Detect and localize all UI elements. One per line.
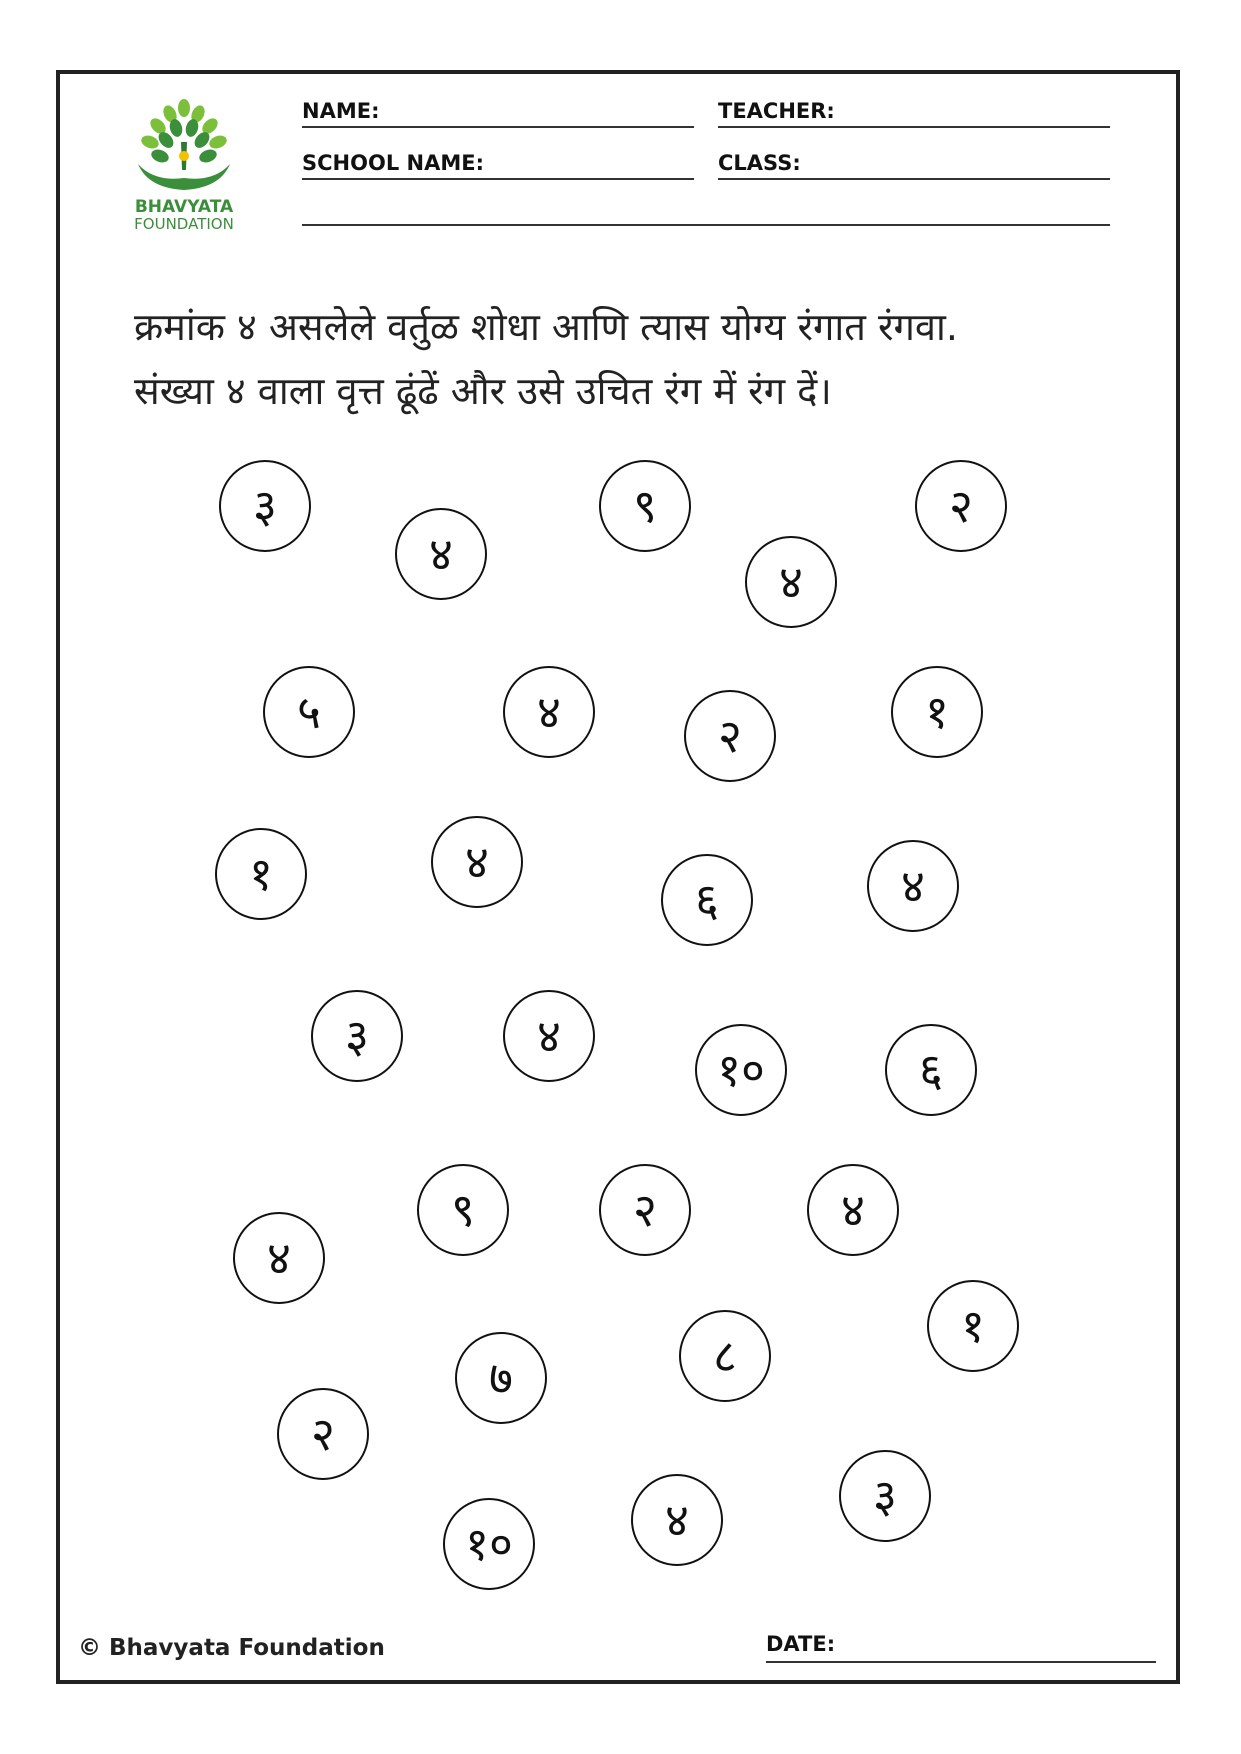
class-field[interactable] xyxy=(718,150,1110,180)
logo-text-line2: FOUNDATION xyxy=(134,215,234,233)
teacher-label: TEACHER: xyxy=(718,99,835,123)
school-name-field[interactable] xyxy=(302,150,694,180)
date-field[interactable] xyxy=(766,1629,1156,1663)
number-circle[interactable]: ३ xyxy=(219,460,311,552)
number-circle[interactable]: ८ xyxy=(679,1310,771,1402)
number-circle[interactable]: ९ xyxy=(599,460,691,552)
number-circle[interactable]: ४ xyxy=(431,816,523,908)
number-circle[interactable]: २ xyxy=(684,690,776,782)
number-circle[interactable]: ९ xyxy=(417,1164,509,1256)
number-circle[interactable]: २ xyxy=(915,460,1007,552)
number-circle[interactable]: ६ xyxy=(661,854,753,946)
instruction-hindi: संख्या ४ वाला वृत्त ढूंढें और उसे उचित रंग में रंग दें। xyxy=(134,369,832,413)
header-divider xyxy=(302,224,1110,226)
number-circle[interactable]: १० xyxy=(695,1024,787,1116)
number-circle[interactable]: ५ xyxy=(263,666,355,758)
bhavyata-logo xyxy=(124,98,244,238)
school-name-label: SCHOOL NAME: xyxy=(302,151,484,175)
instruction-marathi: क्रमांक ४ असलेले वर्तुळ शोधा आणि त्यास योग्य रंगात रंगवा. xyxy=(134,305,958,349)
number-circle[interactable]: ४ xyxy=(503,666,595,758)
number-circle[interactable]: ७ xyxy=(455,1332,547,1424)
number-circle[interactable]: ४ xyxy=(745,536,837,628)
number-circle[interactable]: ४ xyxy=(395,508,487,600)
teacher-field[interactable] xyxy=(718,98,1110,128)
number-circle[interactable]: ४ xyxy=(867,840,959,932)
name-field[interactable] xyxy=(302,98,694,128)
name-label: NAME: xyxy=(302,99,380,123)
number-circle[interactable]: १ xyxy=(891,666,983,758)
number-circle[interactable]: २ xyxy=(277,1388,369,1480)
number-circle[interactable]: १ xyxy=(927,1280,1019,1372)
number-circle[interactable]: ४ xyxy=(233,1212,325,1304)
logo-text-line1: BHAVYATA xyxy=(134,197,234,217)
number-circle[interactable]: १ xyxy=(215,828,307,920)
number-circle[interactable]: ४ xyxy=(503,990,595,1082)
number-circle[interactable]: ६ xyxy=(885,1024,977,1116)
number-circle[interactable]: ४ xyxy=(807,1164,899,1256)
number-circle[interactable]: ३ xyxy=(839,1450,931,1542)
class-label: CLASS: xyxy=(718,151,801,175)
number-circle[interactable]: १० xyxy=(443,1498,535,1590)
number-circle[interactable]: २ xyxy=(599,1164,691,1256)
date-label: DATE: xyxy=(766,1632,836,1656)
number-circle[interactable]: ४ xyxy=(631,1474,723,1566)
number-circle[interactable]: ३ xyxy=(311,990,403,1082)
tree-hands-icon xyxy=(124,98,244,198)
copyright-text: © Bhavyata Foundation xyxy=(78,1635,385,1661)
